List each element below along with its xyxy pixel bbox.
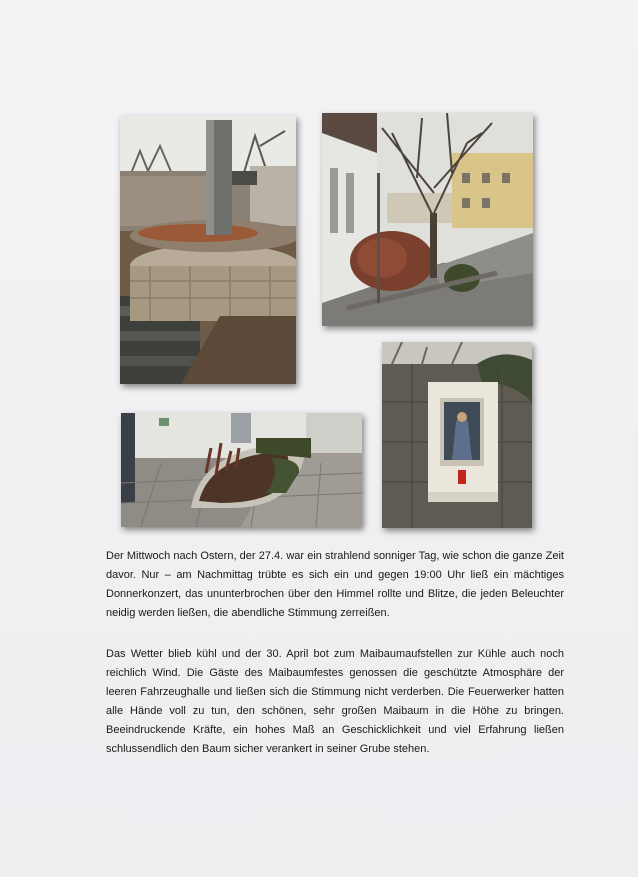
paragraph-text: Das Wetter blieb kühl und der 30. April bot zum Maibaumaufstellen zur Kühle auch noch reichlich Wind. Die Gäste des Maibaumfestes genossen die geschützte Atmosphäre der leeren Fahrzeughalle und ließen sich die Stimmung nicht verderben. Die Feuerwerker hatten alle Hände voll zu tun, den schönen, sehr großen Maibaum in die Höhe zu bringen. Beeindruckende Kräfte, ein hohes Maß an Geschicklichkeit und viel Erfahrung ließen schlussendlich den Baum sicher verankert in seiner Grube stehen. (106, 648, 564, 755)
paragraph-maypole-festival (106, 645, 564, 759)
stone-well-icon (120, 116, 296, 384)
photo-stone-well (120, 116, 296, 384)
shrine-icon (382, 342, 532, 528)
flowerbed-icon (121, 413, 362, 527)
tree-icon (322, 113, 533, 326)
paragraph-easter-weather (106, 547, 564, 623)
paragraph-text: Der Mittwoch nach Ostern, der 27.4. war ein strahlend sonniger Tag, wie schon die ganze Zeit davor. Nur – am Nachmittag trübte es sich ein und gegen 19:00 Uhr ließ ein mächtiges Donnerkonzert, das ununterbrochen über den Himmel rollte und Blitze, die jeden Beleuchter neidig werden ließen, die abendliche Stimmung zerreißen. (106, 550, 564, 619)
photo-wayside-shrine (382, 342, 532, 528)
photo-flowerbed (121, 413, 362, 527)
photo-tree-street (322, 113, 533, 326)
